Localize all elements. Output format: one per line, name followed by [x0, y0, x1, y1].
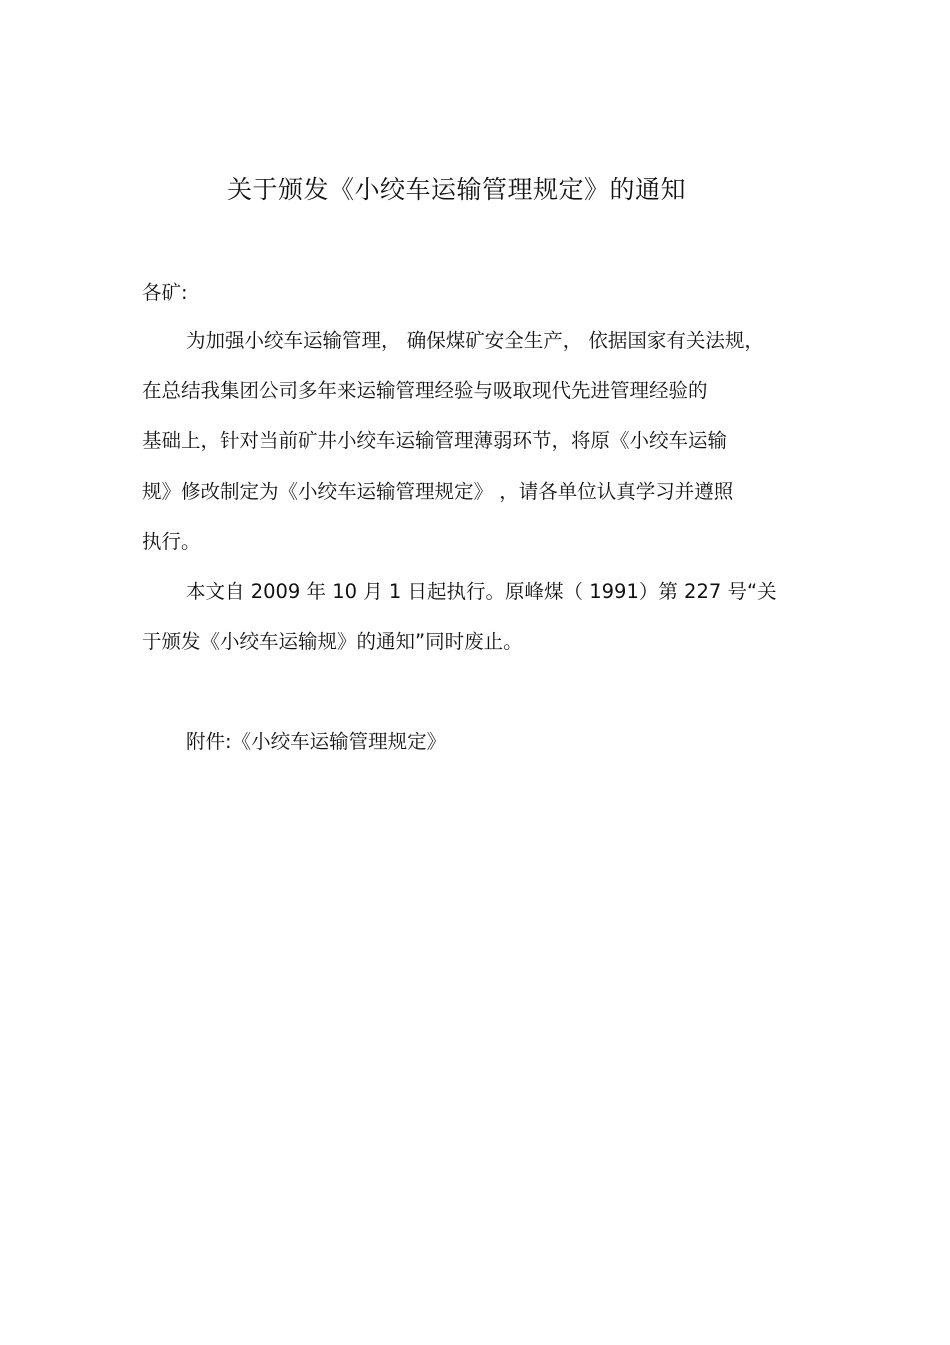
- paragraph2-line-1: 本文自 2009 年 10 月 1 日起执行。原峰煤（ 1991）第 227 号“关: [186, 580, 777, 603]
- paragraph2-line-2: 于颁发《小绞车运输规》的通知”同时废止。: [142, 630, 523, 653]
- paragraph1-line-4: 规》修改制定为《小绞车运输管理规定》 ，请各单位认真学习并遵照: [142, 480, 734, 503]
- document-title: 关于颁发《小绞车运输管理规定》的通知: [226, 175, 686, 204]
- paragraph1-line-2: 在总结我集团公司多年来运输管理经验与吸取现代先进管理经验的: [142, 379, 708, 402]
- paragraph1-line-1: 为加强小绞车运输管理， 确保煤矿安全生产， 依据国家有关法规，: [186, 329, 764, 352]
- salutation: 各矿:: [142, 281, 188, 304]
- paragraph1-line-5: 执行。: [142, 530, 201, 553]
- attachment-line: 附件:《小绞车运输管理规定》: [186, 730, 447, 753]
- paragraph1-line-3: 基础上，针对当前矿井小绞车运输管理薄弱环节，将原《小绞车运输: [142, 429, 728, 452]
